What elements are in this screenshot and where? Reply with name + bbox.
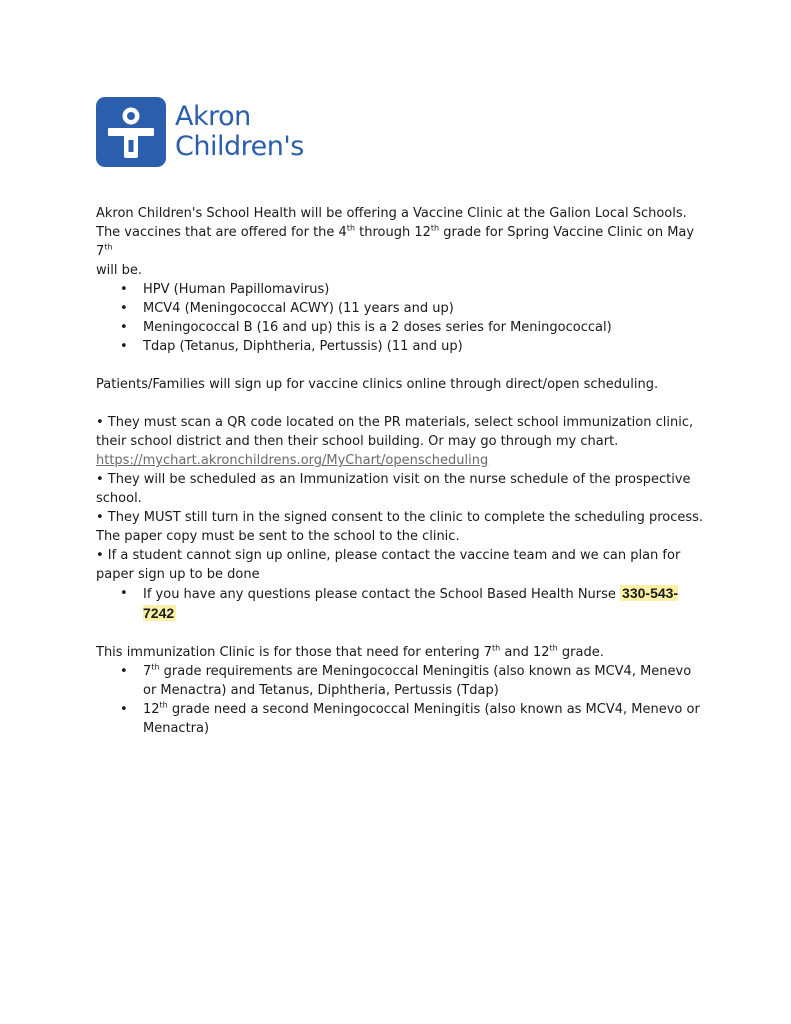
akron-childrens-logo <box>96 97 304 167</box>
intro-text-a: The vaccines that are offered for the 4 <box>96 225 347 240</box>
ordinal-sup: th <box>159 700 168 710</box>
ordinal-sup: th <box>430 223 440 233</box>
logo-line1: Akron <box>175 101 251 132</box>
vaccine-item: • Tdap (Tetanus, Diphtheria, Pertussis) (11 and up) <box>143 337 706 356</box>
nurse-phone: 330-543-7242 <box>143 585 679 621</box>
ordinal-sup: th <box>104 242 113 252</box>
ordinal-sup: th <box>549 643 558 653</box>
grades-intro-c: grade. <box>557 645 604 660</box>
intro-paragraph <box>96 204 706 280</box>
grade-7-num: 7 <box>143 664 152 679</box>
grades-intro <box>96 643 706 662</box>
intro-line1: Akron Children's School Health will be offering a Vaccine Clinic at the Galion Local Schools. <box>96 206 687 221</box>
grades-intro-b: and 12 <box>500 645 550 660</box>
grade-12-num: 12 <box>143 702 160 717</box>
logo-line2: Children's <box>175 131 304 162</box>
intro-text-b: through 12 <box>355 225 431 240</box>
vaccine-item: • HPV (Human Papillomavirus) <box>143 280 706 299</box>
logo-wordmark <box>175 102 304 162</box>
intro-text-d: will be. <box>96 263 142 278</box>
letter-body <box>96 204 706 738</box>
grades-intro-a: This immunization Clinic is for those that need for entering 7 <box>96 645 493 660</box>
mychart-link[interactable]: https://mychart.akronchildrens.org/MyChart/openscheduling <box>96 453 489 468</box>
grade-7-text: grade requirements are Meningococcal Meningitis (also known as MCV4, Menevo or Menactra) and Tetanus, Diphtheria, Pertussis (Tdap) <box>143 664 692 698</box>
ordinal-sup: th <box>346 223 356 233</box>
scheduled-step: • They will be scheduled as an Immunization visit on the nurse schedule of the prospective school. <box>96 472 691 506</box>
grade-12-text: grade need a second Meningococcal Meningitis (also known as MCV4, Menevo or Menactra) <box>143 702 700 736</box>
vaccine-list <box>96 280 706 356</box>
grade-12-item <box>143 700 706 738</box>
questions-text: If you have any questions please contact the School Based Health Nurse <box>143 587 621 602</box>
ordinal-sup: th <box>492 643 501 653</box>
consent-step: • They MUST still turn in the signed consent to the clinic to complete the scheduling process. <box>96 510 704 525</box>
grade-7-item <box>143 662 706 700</box>
questions-list <box>96 584 706 624</box>
vaccine-item: • MCV4 (Meningococcal ACWY) (11 years and up) <box>143 299 706 318</box>
vaccine-item: • Meningococcal B (16 and up) this is a 2 doses series for Meningococcal) <box>143 318 706 337</box>
questions-item <box>143 584 706 624</box>
intro-text-c: grade for Spring Vaccine Clinic on May 7 <box>96 225 695 259</box>
grade-requirements-list <box>96 662 706 738</box>
logo-mark-icon <box>96 97 166 167</box>
qr-step: • They must scan a QR code located on the PR materials, select school immunization clinic, their school district and then their school building. Or may go through my chart. <box>96 415 694 449</box>
signup-paragraph: Patients/Families will sign up for vaccine clinics online through direct/open scheduling. <box>96 377 659 392</box>
paper-copy-note: The paper copy must be sent to the school to the clinic. <box>96 529 460 544</box>
cannot-signup-step: • If a student cannot sign up online, please contact the vaccine team and we can plan for paper sign up to be done <box>96 548 681 582</box>
ordinal-sup: th <box>151 662 160 672</box>
